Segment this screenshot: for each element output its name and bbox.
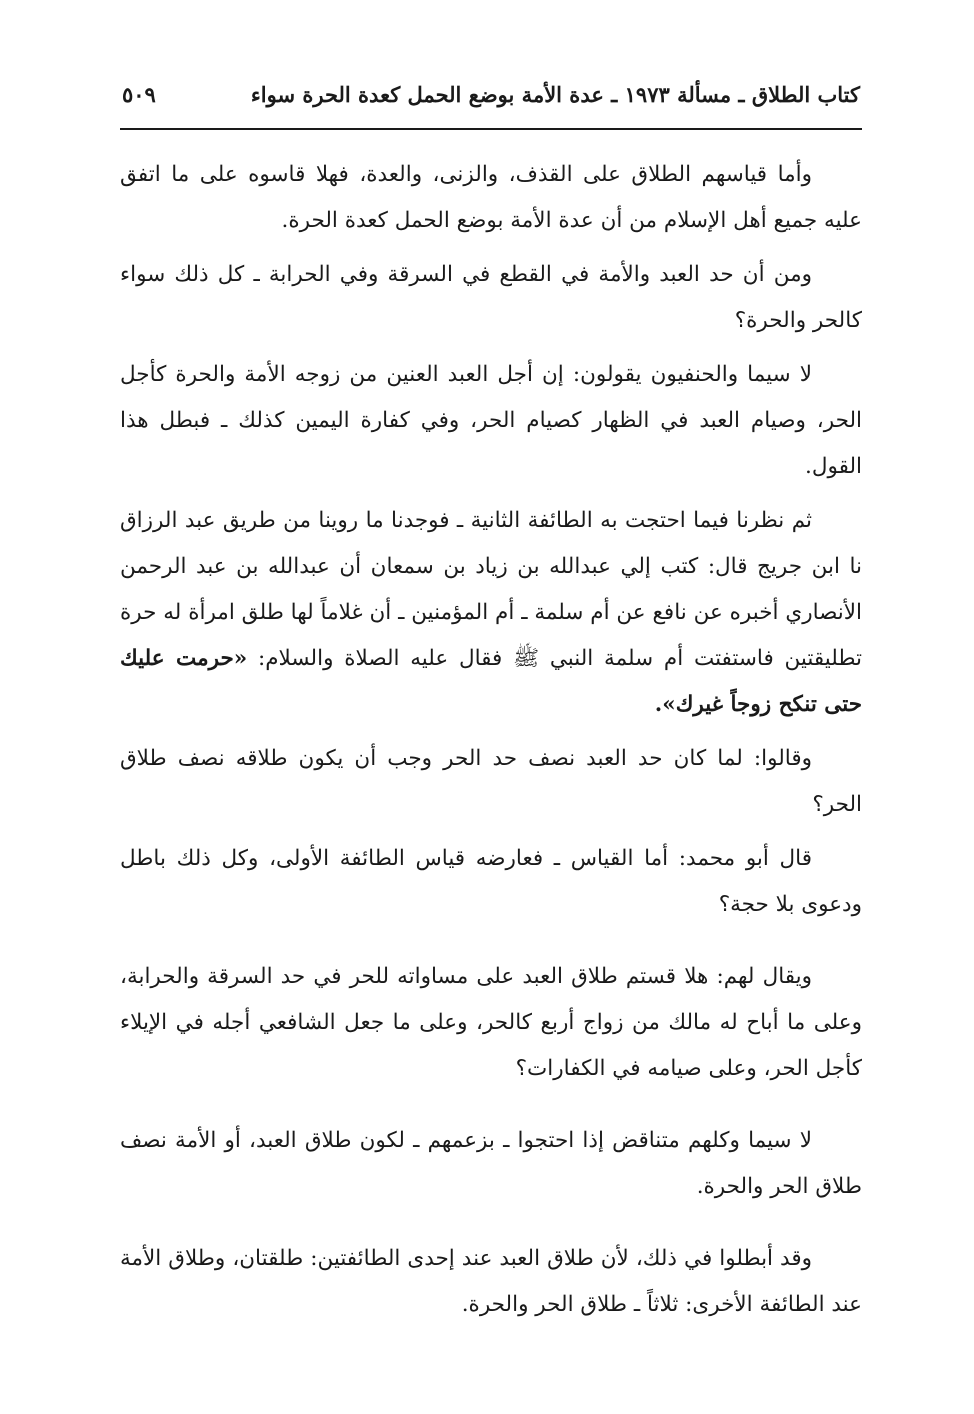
paragraph-4-text: ثم نظرنا فيما احتجت به الطائفة الثانية ـ فوجدنا ما روينا من طريق عبد الرزاق نا ابن جريج قال: كتب إلي عبدالله بن زياد بن سمعان أن عبدالله بن عبد الرحمن الأنصاري أخبره عن نافع عن أم سلمة ـ أم المؤمنين ـ أن غلاماً لها طلق امرأة له حرة تطليقتين فاستفتت أم سلمة النبي ﷺ فقال عليه الصلاة والسلام: <box>120 508 862 671</box>
header-rule <box>120 128 862 130</box>
running-header <box>120 82 862 128</box>
page <box>120 82 862 1328</box>
page-number: ٥٠٩ <box>122 82 156 107</box>
hadith-quote: «حرمت عليك حتى تنكح زوجاً غيرك». <box>120 646 862 717</box>
paragraph-2: ومن أن حد العبد والأمة في القطع في السرقة وفي الحرابة ـ كل ذلك سواء كالحر والحرة؟ <box>120 262 862 333</box>
paragraph-6: قال أبو محمد: أما القياس ـ فعارضه قياس الطائفة الأولى، وكل ذلك باطل ودعوى بلا حجة؟ <box>120 846 862 917</box>
paragraph-5: وقالوا: لما كان حد العبد نصف حد الحر وجب أن يكون طلاقه نصف طلاق الحر؟ <box>120 746 862 817</box>
paragraph-1: وأما قياسهم الطلاق على القذف، والزنى، والعدة، فهلا قاسوه على ما اتفق عليه جميع أهل الإسلام من أن عدة الأمة بوضع الحمل كعدة الحرة. <box>120 162 862 233</box>
running-title: كتاب الطلاق ـ مسألة ١٩٧٣ ـ عدة الأمة بوضع الحمل كعدة الحرة سواء <box>250 82 860 107</box>
paragraph-3: لا سيما والحنفيون يقولون: إن أجل العبد العنين من زوجه الأمة والحرة كأجل الحر، وصيام العبد في الظهار كصيام الحر، وفي كفارة اليمين كذلك ـ فبطل هذا القول. <box>120 362 862 479</box>
paragraph-7: ويقال لهم: هلا قستم طلاق العبد على مساواته للحر في حد السرقة والحرابة، وعلى ما أباح له مالك من زواج أربع كالحر، وعلى ما جعل الشافعي أجله في الإيلاء كأجل الحر، وعلى صيامه في الكفارات؟ <box>120 964 862 1081</box>
paragraph-8: لا سيما وكلهم متناقض إذا احتجوا ـ بزعمهم ـ لكون طلاق العبد، أو الأمة نصف طلاق الحر والحرة. <box>120 1128 862 1199</box>
paragraph-4 <box>120 498 862 728</box>
body-text <box>120 152 862 1328</box>
paragraph-9: وقد أبطلوا في ذلك، لأن طلاق العبد عند إحدى الطائفتين: طلقتان، وطلاق الأمة عند الطائفة الأخرى: ثلاثاً ـ طلاق الحر والحرة. <box>120 1246 862 1317</box>
